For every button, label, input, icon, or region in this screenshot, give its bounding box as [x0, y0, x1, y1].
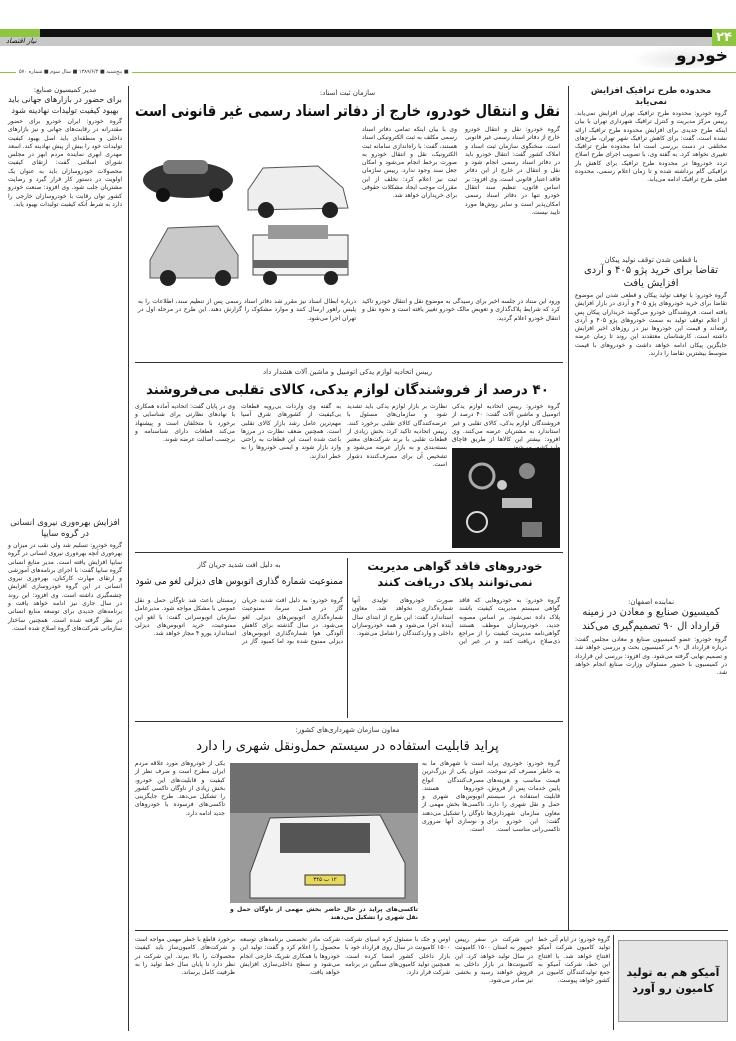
story-kicker [135, 88, 560, 98]
story-headline: خودروهای فاقد گواهی مدیریت نمی‌توانند پلاک دریافت کنند [367, 559, 543, 589]
article-body: گروه خودرو: با توقف تولید پیکان و قطعی شدن این موضوع تقاضا برای خرید خودروهای پژو ۴۰۵ و آردی در بازار افزایش یافته است. فروشندگان خودرو می‌گویند خریداران پیکان پس از اعلام توقف تولید به سمت خودروهای پژو ۴۰۵ و آردی رفته‌اند و قیمت این خودروها نیز در روزهای اخیر افزایش داشته است. کارشناسان معتقدند این روند تا زمان عرضه جایگزین پیکان ادامه خواهد داشت و خودروهای با قیمت متوسط بیشترین تقاضا را دارند. [575, 292, 727, 358]
story-body: گروه خودرو: به خودروهایی که فاقد گواهی سیستم مدیریت کیفیت باشند پلاک داده نمی‌شود. بر اساس مصوبه جدید، خودروسازان موظف هستند گواهی‌نامه مدیریت کیفیت را از مراجع ذی‌صلاح دریافت کنند و در غیر این صورت خودروهای تولیدی آنها شماره‌گذاری نخواهد شد. معاون استاندارد گفت: این طرح از ابتدای سال آینده اجرا می‌شود و همه خودروسازان داخلی و واردکنندگان را شامل می‌شود. [352, 597, 560, 646]
story-body: اوس و جک با مسئول کره اسیای شرکت ۱۵۰۰ کامیونت در سال روی قرارداد خود با بازار داخلی کشور امضا کرده است. همچنین تولید کامیون‌های سنگین در برنامه شرکت قرار دارد. [345, 936, 450, 977]
header-black-bar [40, 29, 712, 37]
story-body: وی در پایان گفت: اتحادیه آماده همکاری با نهادهای نظارتی برای شناسایی و برخورد با متخلفان است و پیشنهاد می‌کند قطعات دارای شناسنامه و برچسب اصالت عرضه شوند. [135, 403, 235, 444]
story-kicker-text: معاون سازمان شهرداری‌های کشور: [295, 726, 400, 734]
story-body: وی با بیان اینکه تمامی دفاتر اسناد رسمی مکلف به ثبت الکترونیکی اسناد هستند، گفت: با راه‌اندازی سامانه ثبت الکترونیک، نقل و انتقال خودرو به صورت برخط انجام می‌شود و امکان جعل سند وجود ندارد. رییس سازمان ثبت نیز اعلام کرد: تخلف از این مقررات موجب ایجاد مشکلات حقوقی برای خریداران خواهد شد. [362, 126, 457, 200]
amico-headline: آمیکو هم به تولید کامیون رو آورد [626, 966, 720, 995]
story-headline [135, 380, 560, 400]
left-column [8, 86, 122, 942]
story-headline [135, 100, 560, 122]
article-title: برای حضور در بازارهای جهانی باید بهبود کیفیت تولیدات نهادینه شود [8, 95, 122, 115]
article-kicker: مدیر کمیسیون صنایع: [33, 86, 97, 94]
article-body: گروه خودرو: تسلیم شد ولی نقب در میزان و بهره‌وری آنچه بهره‌وری نیروی انسانی در گروه سایپا افزایش یافته است. مدیر منابع انسانی گروه سایپا گفت: با اجرای برنامه‌های آموزشی و ارتقای مهارت کارکنان، بهره‌وری نیروی انسانی در این گروه خودروسازی افزایش چشمگیری داشته است. وی افزود: این روند در سال جاری نیز ادامه خواهد یافت و برنامه‌های جدیدی برای توسعه منابع انسانی در نظر گرفته شده است. همچنین ساختار سازمانی شرکت‌های گروه اصلاح شده است. [8, 542, 122, 632]
article-body: گروه خودرو: محدوده طرح ترافیک تهران افزایش نمی‌یابد. رییس مرکز مدیریت و کنترل ترافیک شهرداری تهران با بیان اینکه طرح جدیدی برای افزایش محدوده طرح ترافیک ارائه نشده است، گفت: برای کاهش ترافیک شهر تهران، طرح‌های مختلفی در دست بررسی است اما محدوده طرح ترافیک تغییری نخواهد کرد. به گفته وی، با تصویب اجرای طرح اصلاح تردد خودروها در محدوده طرح ترافیک برای کاهش بار ترافیکی گام برداشته شده و تا زمان اعلام رسمی، محدوده فعلی طرح ترافیک ادامه می‌یابد. [575, 110, 727, 184]
story-headline [135, 737, 560, 757]
story-body: درباره ابطال اسناد نیز مقرر شد دفاتر اسناد رسمی پس از تنظیم سند، اطلاعات را به پلیس راهور ارسال کنند و موارد مشکوک را گزارش دهند. این طرح در مرحله اول در تهران اجرا می‌شود. [138, 298, 356, 322]
story-body: ورود این ستاد در جلسه اخیر برای رسیدگی به موضوع نقل و انتقال خودرو تاکید کرد که شرایط پلاک‌گذاری و تعویض مالک خودرو تغییر یافته است و نحوه نقل و انتقال خودرو اعلام گردید. [362, 298, 560, 322]
photo-caption: تاکسی‌های پراید در حال حاضر بخش مهمی از ناوگان حمل و نقل شهری را تشکیل می‌دهند [230, 906, 418, 922]
story-kicker-text: به دلیل افت شدید جریان گاز [197, 561, 281, 569]
article-title: محدوده طرح ترافیک افزایش نمی‌یابد [590, 86, 712, 107]
story-divider [135, 721, 563, 722]
column-divider [613, 935, 614, 1030]
article-title: تقاضا برای خرید پژو ۴۰۵ و آردی افزایش یافت [583, 265, 719, 289]
story-body: شرکت مادر تخصصی برنامه‌های توسعه محصول را اعلام کرد و گفت: تولید این خودروها با همکاری شریک خارجی انجام می‌شود و سطح داخلی‌سازی افزایش خواهد یافت. [240, 936, 340, 977]
story-body: یکی از خودروهای مورد علاقه مردم ایران مطرح است و صرف نظر از کیفیت و قابلیت‌های این خودرو، بخش زیادی از ناوگان تاکسی کشور را تشکیل می‌دهد. طرح جایگزینی تاکسی‌های فرسوده با خودروهای جدید ادامه دارد. [135, 760, 225, 817]
license-plate: ۱۲ ب ۳۴۵ [313, 877, 337, 883]
story-body: برخورد قاطع با خطر مهمی مواجه است و شرکت‌های کامیون‌ساز باید کیفیت محصولات را بالا ببرند. این شرکت در نظر دارد تا پایان سال خط تولید را به ظرفیت کامل برساند. [135, 936, 235, 977]
paykan-car-image [253, 225, 348, 285]
story-divider [135, 552, 563, 553]
hatchback-car-image [150, 226, 238, 286]
article-body: گروه خودرو: ایران خودرو برای حضور مقتدرانه در رقابت‌های جهانی و نیز بازارهای داخلی و منطقه‌ای باید اصل بهبود کیفیت تولیدات خود را بیش از پیش نهادینه کند. اسعد مهدری ابهری نماینده مردم ابهر در مجلس شورای اسلامی گفت: ارتقای کیفیت محصولات خودروسازان باید به عنوان یک اولویت در دستور کار قرار گیرد و رضایت مشتریان جلب شود. وی افزود: صنعت خودرو کشور توان رقابت با خودروسازان خارجی را دارد به شرط آنکه کیفیت تولیدات بهبود یابد. [8, 118, 122, 208]
paper-name: نیاز اقتصاد [6, 37, 37, 45]
story-divider [135, 930, 728, 931]
column-divider [128, 86, 129, 1031]
article-title: کمیسیون صنایع و معادن در زمینه قرارداد ال ۹۰ تصمیم‌گیری می‌کند [582, 607, 720, 632]
column-divider [347, 558, 348, 718]
story-kicker [135, 725, 560, 735]
story-divider [135, 362, 563, 363]
spare-parts-photo [452, 448, 560, 548]
header-grey-band [0, 37, 712, 46]
column-divider [568, 86, 569, 931]
story-body: گروه خودرو: نقل و انتقال خودرو خارج از دفاتر اسناد رسمی غیر قانونی است. سخنگوی سازمان ثبت اسناد و املاک کشور گفت: انتقال خودرو باید در دفاتر اسناد رسمی انجام شود و نقل و انتقال در خارج از این دفاتر فاقد اعتبار قانونی است. وی افزود: بر اساس قانون، تنظیم سند انتقال خودرو تنها در دفاتر اسناد رسمی امکان‌پذیر است و سایر روش‌ها مورد تایید نیست. [465, 126, 560, 216]
story-body: به گفته وی واردات بی‌رویه قطعات بی‌کیفیت از کشورهای شرق آسیا مهم‌ترین عامل رشد بازار کالای تقلبی است. همچنین ضعف نظارت در مرزها باعث شده است این قطعات به راحتی وارد بازار شوند و ایمنی خودروها را به خطر اندازند. [241, 403, 341, 460]
story-headline-text: ۴۰ درصد از فروشندگان لوازم یدکی، کالای تقلبی می‌فروشند [145, 382, 550, 398]
story-body: نظارت بر بازار لوازم یدکی باید تشدید شود و سازمان‌های مسئول با عرضه‌کنندگان کالای تقلبی برخورد کنند. رییس اتحادیه تاکید کرد: بخش زیادی از قطعات تقلبی با برند شرکت‌های معتبر بسته‌بندی و به بازار عرضه می‌شود و تشخیص آن برای مصرف‌کننده دشوار است. [347, 403, 447, 469]
section-title: خودرو [676, 46, 728, 66]
story-headline-text: نقل و انتقال خودرو، خارج از دفاتر اسناد رسمی غیر قانونی است [134, 102, 561, 120]
story-body: گروه خودرو: در ایام آتی خط تولید کامیون شرکت آمیکو افتتاح خواهد شد. با افتتاح این خط، شرکت آمیکو به جمع تولیدکنندگان کامیون در کشور خواهد پیوست. [538, 936, 610, 985]
sedan-car-image [143, 160, 233, 202]
page-number: ۲۴ [712, 29, 736, 46]
story-headline-text: ممنوعیت شماره گذاری اتوبوس های دیزلی لغو می شود [135, 576, 343, 587]
white-sedan-image [248, 166, 348, 218]
header-left-accent [0, 29, 40, 37]
story-kicker [135, 367, 560, 377]
story-body: است با شهرهای ما به عنوان یکی از بزرگ‌ترین مصرف‌کنندگان انواع خودروها هستند. اتوبوس‌های شهری و تاکسی‌ها بخش مهمی از ناوگان را تشکیل می‌دهند و نوسازی آنها ضروری است. [422, 760, 484, 834]
article-title: افزایش بهره‌وری نیروی انسانی در گروه سایپا [10, 518, 120, 539]
pride-taxi-photo [230, 763, 418, 903]
story-kicker-text: رییس اتحادیه لوازم یدکی اتومبیل و ماشین آلات هشدار داد [263, 368, 432, 376]
story-headline-text: پراید قابلیت استفاده در سیستم حمل‌ونقل شهری را دارد [196, 739, 499, 754]
story-kicker [135, 560, 343, 570]
story-body: گروه خودرو: رییس اتحادیه لوازم یدکی اتومبیل و ماشین آلات گفت: ۴۰ درصد از فروشندگان لوازم یدکی، کالای تقلبی و غیر استاندارد به مشتریان عرضه می‌کنند. وی افزود: بیشتر این کالاها از طریق قاچاق [452, 403, 560, 444]
story-headline [135, 574, 343, 590]
article-kicker: با قطعی شدن توقف تولید پیکان [604, 256, 698, 264]
article-kicker: نماینده اصفهان: [627, 598, 675, 606]
right-column [575, 86, 727, 836]
story-body: گروه خودرو: خودروی پراید به خاطر مصرف کم سوخت، قیمت مناسب و هزینه‌های پایین خدمات پس از فروش، قابلیت استفاده در سیستم حمل و نقل شهری را دارد. معاون سازمان شهرداری‌ها گفت: این خودرو برای تاکسی‌رانی مناسب است. [487, 760, 560, 834]
story-body: این شرکت در سفر رییس جمهور به استان ۱۵۰۰ کامیونت در سال تولید خواهد کرد. این کامیونت‌ها در بازار داخلی به فروش خواهند رسید و بخشی نیز صادر می‌شود. [455, 936, 533, 985]
car-photo-collage [138, 140, 356, 290]
story-kicker-text: سازمان ثبت اسناد: [319, 89, 376, 97]
dateline: ■ پنج‌شنبه ■ ۱۳۸۹/۶/۴ ■ سال سوم ■ شماره ۵۷۰ [16, 69, 132, 76]
amico-headline-box [618, 940, 728, 1022]
story-body: گروه خودرو: به دلیل افت شدید جریان گاز در فصل سرما، ممنوعیت شماره‌گذاری اتوبوس‌های دیزلی لغو می‌شود. در سال گذشته برای کاهش آلودگی هوا شماره‌گذاری اتوبوس‌های دیزلی ممنوع شده بود اما کمبود گاز در زمستان باعث شد ناوگان حمل و نقل عمومی با مشکل مواجه شود. مدیرعامل سازمان اتوبوسرانی گفت: با لغو این ممنوعیت، خرید اتوبوس‌های دیزلی استاندارد یورو ۴ مجاز خواهد شد. [135, 597, 343, 646]
article-body: گروه خودرو: عضو کمیسیون صنایع و معادن مجلس گفت: درباره قرارداد ال ۹۰ در کمیسیون بحث و بررسی خواهد شد و تصمیم نهایی گرفته می‌شود. وی افزود: بررسی این قرارداد در کمیسیون با حضور مسئولان وزارت صنایع انجام خواهد شد. [575, 636, 727, 677]
